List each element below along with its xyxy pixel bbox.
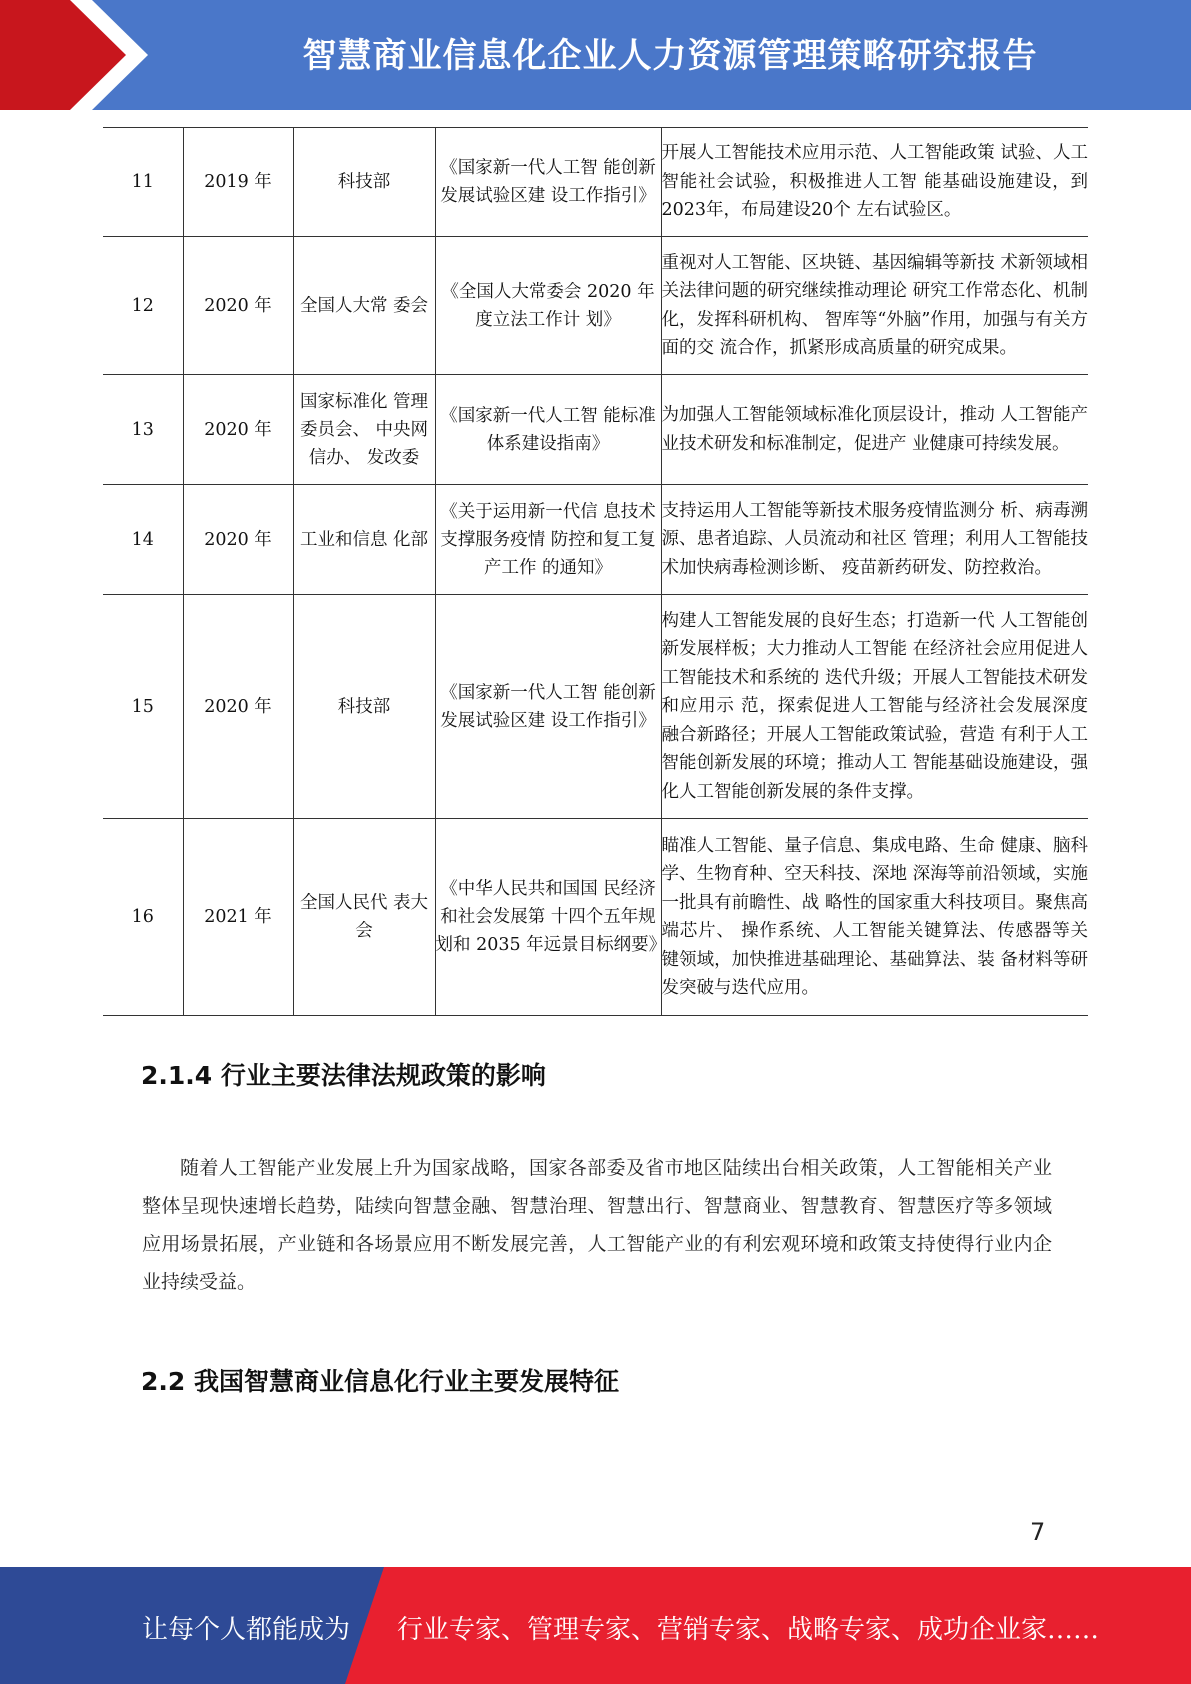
- row-content: 重视对人工智能、区块链、基因编辑等新技 术新领域相关法律问题的研究继续推动理论 研究工作常态化、机制化，发挥科研机构、 智库等“外脑”作用，加强与有关方面的交 流合作，抓紧形成高质量的研究成果。: [661, 237, 1088, 375]
- page-header: [0, 0, 1191, 110]
- row-document: 《全国人大常委会 2020 年度立法工作计 划》: [435, 237, 661, 375]
- row-document: 《国家新一代人工智 能创新发展试验区建 设工作指引》: [435, 128, 661, 237]
- row-number: 12: [103, 237, 183, 375]
- row-document: 《国家新一代人工智 能创新发展试验区建 设工作指引》: [435, 595, 661, 819]
- row-department: 科技部: [293, 595, 435, 819]
- table-row: [103, 128, 1088, 237]
- row-content: 为加强人工智能领域标准化顶层设计，推动 人工智能产业技术研发和标准制定，促进产 业健康可持续发展。: [661, 375, 1088, 485]
- footer-slogan-left: 让每个人都能成为: [142, 1615, 351, 1645]
- row-department: 国家标准化 管理委员会、 中央网信办、 发改委: [293, 375, 435, 485]
- row-year: 2019 年: [183, 128, 293, 237]
- page-footer: [0, 1567, 1191, 1684]
- row-content: 瞄准人工智能、量子信息、集成电路、生命 健康、脑科学、生物育种、空天科技、深地 深海等前沿领域，实施一批具有前瞻性、战 略性的国家重大科技项目。聚焦高端芯片、 操作系统、人工智能关键算法、传感器等关 键领域，加快推进基础理论、基础算法、装 备材料等研发突破与迭代应用。: [661, 819, 1088, 1016]
- row-year: 2020 年: [183, 485, 293, 595]
- table-row: [103, 375, 1088, 485]
- table-row: [103, 595, 1088, 819]
- body-paragraph: 随着人工智能产业发展上升为国家战略，国家各部委及省市地区陆续出台相关政策，人工智能相关产业整体呈现快速增长趋势，陆续向智慧金融、智慧治理、智慧出行、智慧商业、智慧教育、智慧医疗等多领域应用场景拓展，产业链和各场景应用不断发展完善，人工智能产业的有利宏观环境和政策支持使得行业内企业持续受益。: [142, 1157, 1052, 1293]
- policy-table: [103, 127, 1088, 1016]
- section-heading-2-1-4: 2.1.4 行业主要法律法规政策的影响: [141, 1061, 546, 1090]
- section-heading-2-2: 2.2 我国智慧商业信息化行业主要发展特征: [141, 1367, 619, 1396]
- row-document: 《中华人民共和国国 民经济和社会发展第 十四个五年规划和 2035 年远景目标纲要》: [435, 819, 661, 1016]
- row-year: 2021 年: [183, 819, 293, 1016]
- row-year: 2020 年: [183, 237, 293, 375]
- row-number: 15: [103, 595, 183, 819]
- row-year: 2020 年: [183, 375, 293, 485]
- row-document: 《国家新一代人工智 能标准体系建设指南》: [435, 375, 661, 485]
- row-number: 13: [103, 375, 183, 485]
- table-row: [103, 237, 1088, 375]
- document-title: 智慧商业信息化企业人力资源管理策略研究报告: [302, 36, 1038, 76]
- row-content: 支持运用人工智能等新技术服务疫情监测分 析、病毒溯源、患者追踪、人员流动和社区 管理；利用人工智能技术加快病毒检测诊断、 疫苗新药研发、防控救治。: [661, 485, 1088, 595]
- row-content: 开展人工智能技术应用示范、人工智能政策 试验、人工智能社会试验，积极推进人工智 能基础设施建设，到2023年，布局建设20个 左右试验区。: [661, 128, 1088, 237]
- table-row: [103, 485, 1088, 595]
- row-number: 16: [103, 819, 183, 1016]
- table-row: [103, 819, 1088, 1016]
- row-department: 全国人民代 表大会: [293, 819, 435, 1016]
- row-content: 构建人工智能发展的良好生态；打造新一代 人工智能创新发展样板；大力推动人工智能 在经济社会应用促进人工智能技术和系统的 迭代升级；开展人工智能技术研发和应用示 范，探索促进人工智能与经济社会发展深度 融合新路径；开展人工智能政策试验，营造 有利于人工智能创新发展的环境；推动人工 智能基础设施建设，强化人工智能创新发展的条件支撑。: [661, 595, 1088, 819]
- row-number: 14: [103, 485, 183, 595]
- row-department: 全国人大常 委会: [293, 237, 435, 375]
- row-year: 2020 年: [183, 595, 293, 819]
- row-document: 《关于运用新一代信 息技术支撑服务疫情 防控和复工复产工作 的通知》: [435, 485, 661, 595]
- footer-slogan-right: 行业专家、管理专家、营销专家、战略专家、成功企业家……: [397, 1615, 1100, 1645]
- row-department: 工业和信息 化部: [293, 485, 435, 595]
- row-number: 11: [103, 128, 183, 237]
- row-department: 科技部: [293, 128, 435, 237]
- page-number: 7: [1030, 1518, 1046, 1546]
